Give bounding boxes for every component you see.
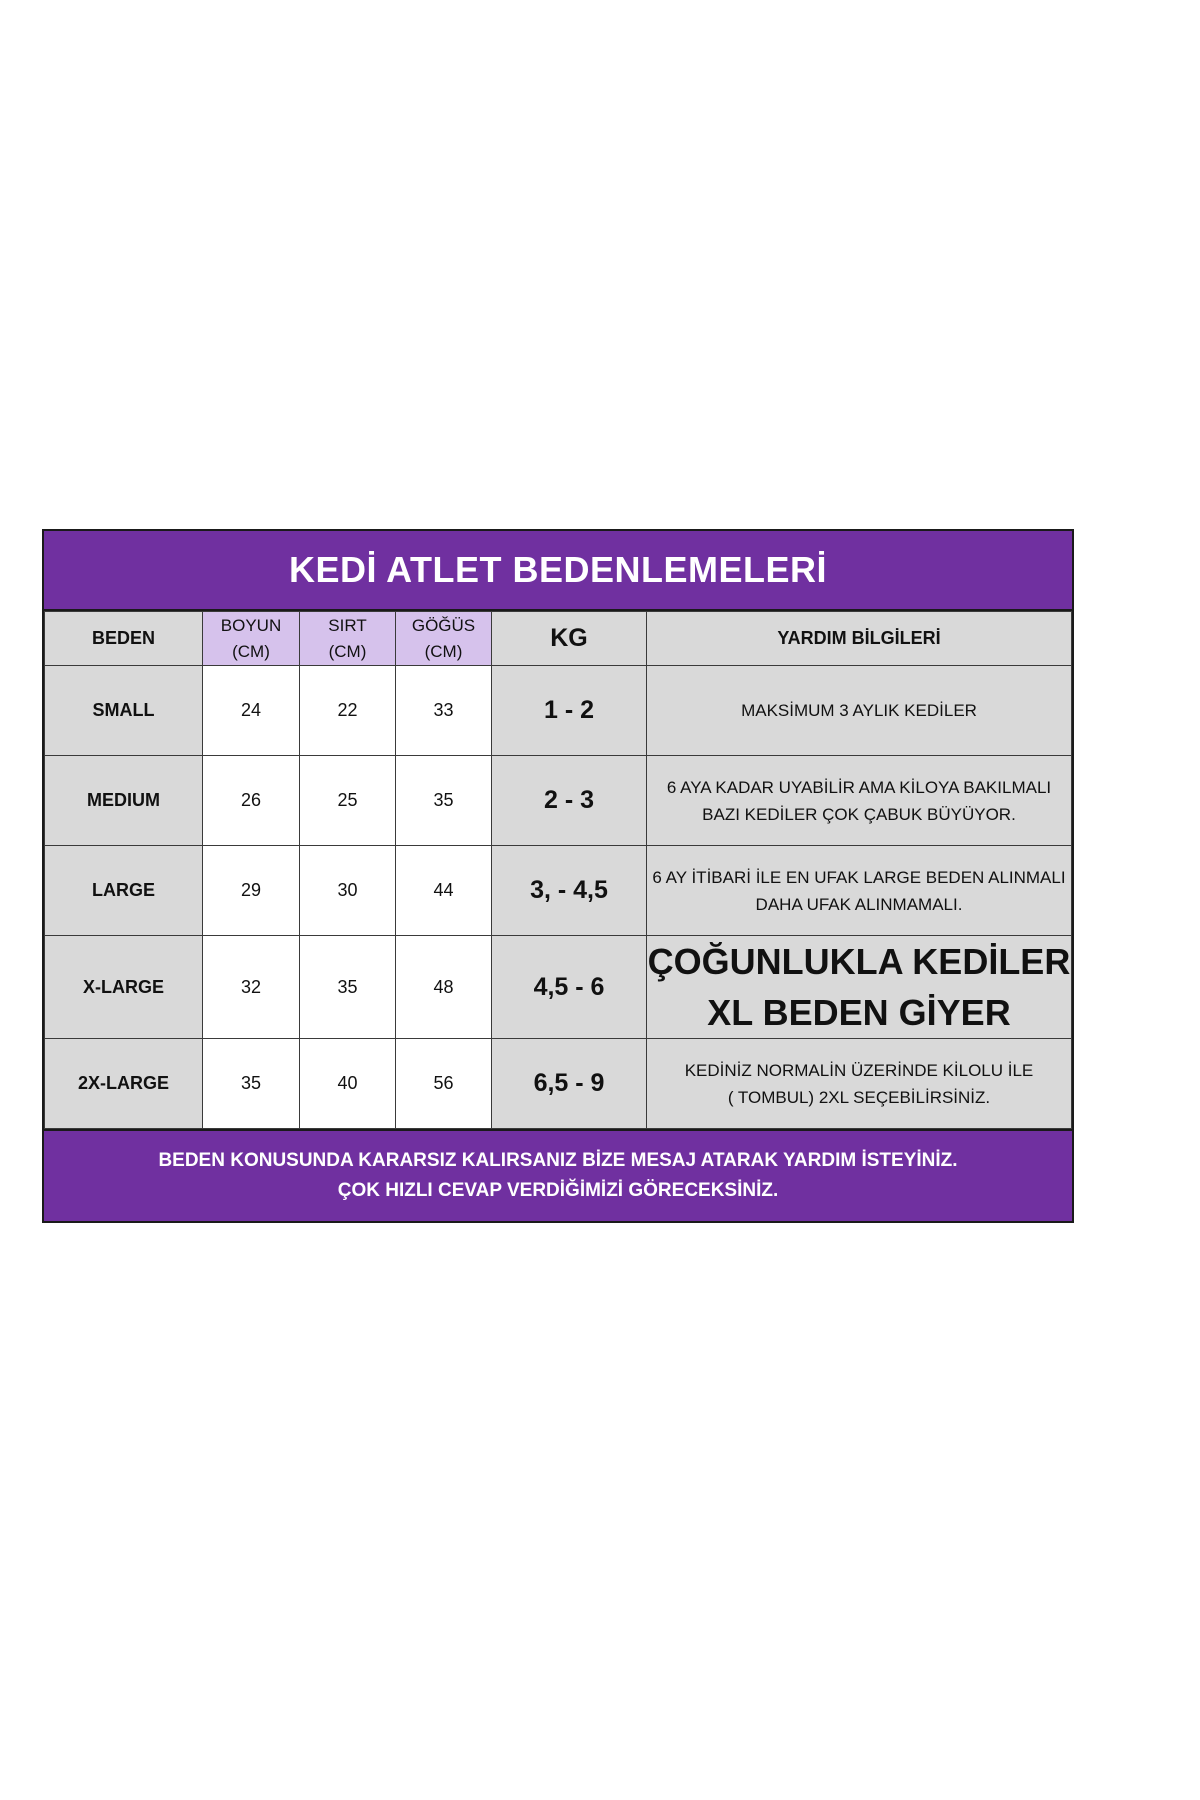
info-line-1: KEDİNİZ NORMALİN ÜZERİNDE KİLOLU İLE [684,1060,1034,1080]
info-line-2: XL BEDEN GİYER [707,992,1011,1033]
boyun-cell: 24 [203,666,300,756]
boyun-cell: 29 [203,846,300,936]
gogus-cell: 56 [396,1039,492,1129]
info-cell [647,1039,1072,1129]
sirt-cell: 35 [300,936,396,1039]
kg-cell: 2 - 3 [492,756,647,846]
sirt-cell: 30 [300,846,396,936]
size-cell: SMALL [45,666,203,756]
sirt-cell: 40 [300,1039,396,1129]
size-table [44,611,1072,1129]
header-kg: KG [492,612,647,666]
gogus-cell: 48 [396,936,492,1039]
boyun-cell: 32 [203,936,300,1039]
header-gogus [396,612,492,666]
table-row [45,666,1072,756]
table-row [45,1039,1072,1129]
footer-line-1: BEDEN KONUSUNDA KARARSIZ KALIRSANIZ BİZE MESAJ ATARAK YARDIM İSTEYİNİZ. [158,1150,958,1171]
size-cell: LARGE [45,846,203,936]
info-cell [647,756,1072,846]
boyun-cell: 26 [203,756,300,846]
table-row [45,756,1072,846]
kg-cell: 4,5 - 6 [492,936,647,1039]
footer-line-2: ÇOK HIZLI CEVAP VERDİĞİMİZİ GÖRECEKSİNİZ. [337,1180,779,1201]
table-row [45,936,1072,1039]
size-chart [42,529,1074,1223]
info-line-2: ( TOMBUL) 2XL SEÇEBİLİRSİNİZ. [727,1087,991,1107]
gogus-cell: 44 [396,846,492,936]
header-sirt-unit: (CM) [328,641,367,661]
header-beden: BEDEN [45,612,203,666]
sirt-cell: 22 [300,666,396,756]
info-line-2: DAHA UFAK ALINMAMALI. [755,894,963,914]
header-gogus-label: GÖĞÜS [411,615,476,635]
header-yardim: YARDIM BİLGİLERİ [647,612,1072,666]
info-cell [647,846,1072,936]
size-cell: 2X-LARGE [45,1039,203,1129]
footer-note [44,1129,1072,1221]
info-line-1: 6 AY İTİBARİ İLE EN UFAK LARGE BEDEN ALINMALI [652,867,1066,887]
kg-cell: 1 - 2 [492,666,647,756]
gogus-cell: 35 [396,756,492,846]
info-line-1: MAKSİMUM 3 AYLIK KEDİLER [741,701,977,720]
table-row [45,846,1072,936]
info-cell-highlight [647,936,1072,1039]
kg-cell: 3, - 4,5 [492,846,647,936]
info-line-2: BAZI KEDİLER ÇOK ÇABUK BÜYÜYOR. [702,804,1016,824]
header-sirt [300,612,396,666]
header-gogus-unit: (CM) [424,641,463,661]
header-boyun-unit: (CM) [232,641,270,661]
info-cell [647,666,1072,756]
info-line-1: ÇOĞUNLUKLA KEDİLER [647,941,1071,982]
table-header-row [45,612,1072,666]
header-sirt-label: SIRT [328,615,367,635]
sirt-cell: 25 [300,756,396,846]
header-boyun [203,612,300,666]
info-line-1: 6 AYA KADAR UYABİLİR AMA KİLOYA BAKILMALI [666,777,1052,797]
chart-title: KEDİ ATLET BEDENLEMELERİ [44,531,1072,611]
header-boyun-label: BOYUN [220,615,282,635]
boyun-cell: 35 [203,1039,300,1129]
kg-cell: 6,5 - 9 [492,1039,647,1129]
size-cell: MEDIUM [45,756,203,846]
gogus-cell: 33 [396,666,492,756]
size-cell: X-LARGE [45,936,203,1039]
